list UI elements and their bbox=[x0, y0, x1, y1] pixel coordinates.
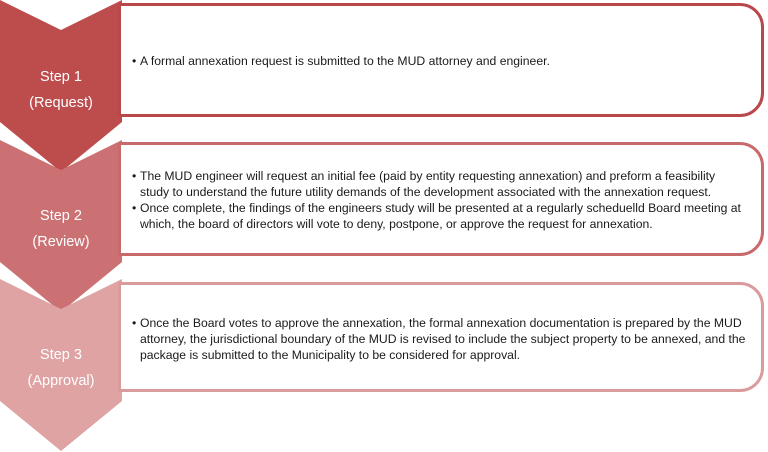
step-3-bullet-1: • Once the Board votes to approve the annexation, the formal annexation documentation is prepared by the MUD attorney, the jurisdictional boundary of the MUD is revised to include the subject property to be annexed, and the package is submitted to the Municipality to be considered for approval. bbox=[133, 315, 747, 363]
step-3-label bbox=[0, 342, 122, 394]
step-1-bullets bbox=[121, 53, 761, 69]
step-2-bullet-2: • Once complete, the findings of the engineers study will be presented at a regularly scheduelld Board meeting at which, the board of directors will vote to deny, postpone, or approve the request for annexation. bbox=[133, 200, 747, 232]
step-1-label bbox=[0, 64, 122, 116]
step-2-box bbox=[118, 142, 764, 256]
step-3-title: Step 3 bbox=[40, 347, 82, 363]
step-3-box bbox=[118, 282, 764, 392]
step-3-subtitle: (Approval) bbox=[27, 373, 95, 389]
step-1-title: Step 1 bbox=[40, 69, 82, 85]
step-1-bullet-1: • A formal annexation request is submitted to the MUD attorney and engineer. bbox=[133, 53, 747, 69]
step-2-subtitle: (Review) bbox=[32, 234, 90, 250]
step-1-subtitle: (Request) bbox=[29, 95, 93, 111]
step-1-box bbox=[118, 3, 764, 117]
step-2-bullet-1: • The MUD engineer will request an initial fee (paid by entity requesting annexation) and preform a feasibility study to understand the future utility demands of the development associated with the annexation request. bbox=[133, 168, 747, 200]
step-2-bullets bbox=[121, 168, 761, 232]
step-2-label bbox=[0, 203, 122, 255]
step-2-title: Step 2 bbox=[40, 208, 82, 224]
step-3-bullets bbox=[121, 315, 761, 363]
